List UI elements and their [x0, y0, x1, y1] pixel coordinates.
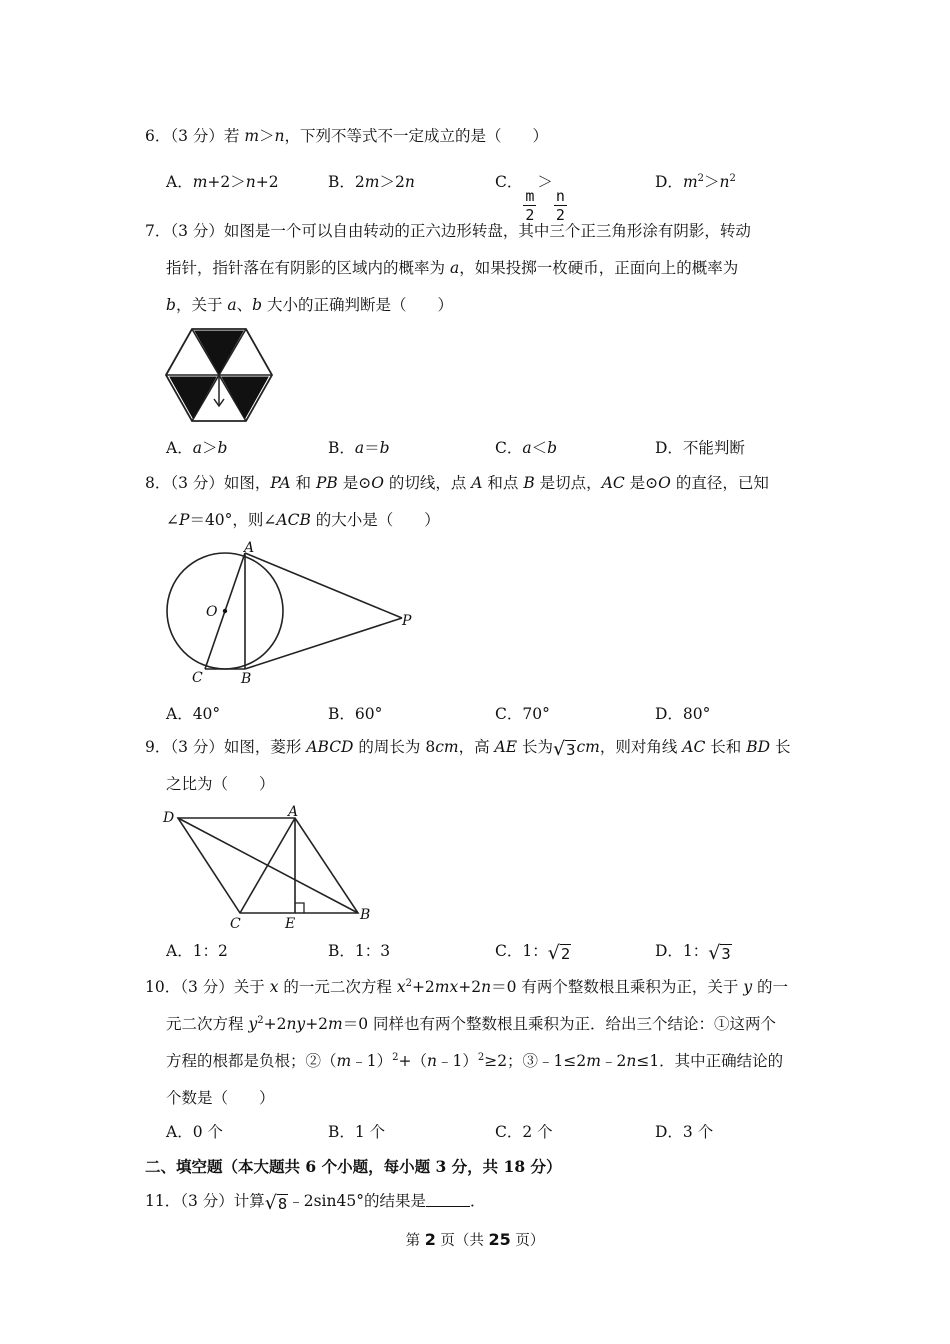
q10-option-a[interactable]: A．0 个 [166, 1123, 223, 1141]
shaded-triangle-top [195, 331, 243, 373]
q10-option-c[interactable]: C．2 个 [495, 1123, 553, 1141]
sqrt-symbol: √ 3 [553, 738, 576, 760]
q9-option-c[interactable]: C．1： √ 2 [495, 942, 571, 964]
hexagon-spinner-figure [162, 325, 277, 427]
answer-blank[interactable] [426, 1192, 470, 1207]
q7-stem-line1: 7．（3 分）如图是一个可以自由转动的正六边形转盘，其中三个正三角形涂有阴影，转动 [145, 222, 751, 240]
shaded-triangle-right [222, 377, 268, 418]
sqrt-symbol: √ 3 [708, 942, 731, 964]
q8-option-c[interactable]: C．70° [495, 705, 550, 723]
q7-option-c[interactable]: C．a＜b [495, 439, 558, 457]
q9-option-d[interactable]: D．1： √ 3 [655, 942, 731, 964]
q7-option-b[interactable]: B．a＝b [328, 439, 390, 457]
q9-option-a[interactable]: A．1：2 [166, 942, 228, 960]
q6-option-c[interactable]: C． $\frac{m}{2}$ ＞ $\frac{n}{2}$ [495, 173, 565, 224]
q9-option-b[interactable]: B．1：3 [328, 942, 391, 960]
q8-stem-line1: 8．（3 分）如图，PA 和 PB 是⊙O 的切线，点 A 和点 B 是切点，AC 是⊙O 的直径，已知 [145, 474, 769, 492]
label-a: A [288, 804, 299, 820]
page-footer: 第 2 页（共 25 页） [405, 1230, 545, 1249]
q10-stem-line4: 个数是（ ） [166, 1089, 275, 1107]
q6-option-a[interactable]: A．m+2＞n+2 [166, 173, 279, 191]
sqrt-symbol: √ 2 [547, 942, 571, 964]
label-c: C [230, 916, 241, 932]
q10-stem-line1: 10．（3 分）关于 x 的一元二次方程 $x^2+2mx+2n=0$ 有两个整数根且乘积为正，关于 y 的一 [145, 978, 789, 996]
fraction: $\frac{n}{2}$ [555, 187, 565, 224]
label-b: B [360, 907, 371, 923]
q11-stem: 11．（3 分）计算 √ 8 ﹣2sin45°的结果是 ． [145, 1192, 486, 1214]
label-a: A [244, 540, 255, 556]
q7-stem-line3: b，关于 a、b 大小的正确判断是（ ） [166, 296, 454, 314]
q8-stem-line2: ∠P＝40°，则∠ACB 的大小是（ ） [166, 511, 440, 529]
circle-tangent-figure [155, 538, 425, 688]
q8-option-d[interactable]: D．80° [655, 705, 711, 723]
q7-option-a[interactable]: A．a＞b [166, 439, 228, 457]
label-b: B [241, 671, 252, 687]
q10-stem-line3: 方程的根都是负根；②（m﹣1）$^2$+（n﹣1）$^2$≥2；③﹣1≤2m﹣2n≤1．其中正确结论的 [166, 1052, 784, 1070]
label-d: D [163, 810, 175, 826]
q6-stem: 6．（3 分）若 m＞n，下列不等式不一定成立的是（ ） [145, 127, 549, 145]
section-heading: 二、填空题（本大题共 6 个小题，每小题 3 分，共 18 分） [145, 1157, 562, 1176]
q10-option-d[interactable]: D．3 个 [655, 1123, 714, 1141]
q8-option-b[interactable]: B．60° [328, 705, 383, 723]
q6-option-b[interactable]: B．2m＞2n [328, 173, 415, 191]
fraction: $\frac{m}{2}$ [525, 187, 535, 224]
label-e: E [285, 916, 296, 932]
q8-option-a[interactable]: A．40° [166, 705, 221, 723]
q10-stem-line2: 元二次方程 $y^2+2ny+2m=0$ 同样也有两个整数根且乘积为正．给出三个结论：①这两个 [166, 1015, 777, 1033]
label-c: C [192, 670, 203, 686]
label-p: P [402, 613, 412, 629]
sqrt-symbol: √ 8 [264, 1192, 288, 1214]
q7-option-d[interactable]: D．不能判断 [655, 439, 745, 457]
shaded-triangle-left [170, 377, 216, 418]
q9-stem-line1: 9．（3 分）如图，菱形 ABCD 的周长为 8cm，高 AE 长为 √ 3 cm，则对角线 AC 长和 BD 长 [145, 738, 791, 760]
q6-option-d[interactable]: D．$m^2>n^2$ [655, 173, 736, 191]
q10-option-b[interactable]: B．1 个 [328, 1123, 386, 1141]
q7-stem-line2: 指针，指针落在有阴影的区域内的概率为 a，如果投掷一枚硬币，正面向上的概率为 [166, 259, 739, 277]
q9-stem-line2: 之比为（ ） [166, 775, 275, 793]
rhombus-figure [160, 802, 380, 932]
label-o: O [206, 604, 218, 620]
